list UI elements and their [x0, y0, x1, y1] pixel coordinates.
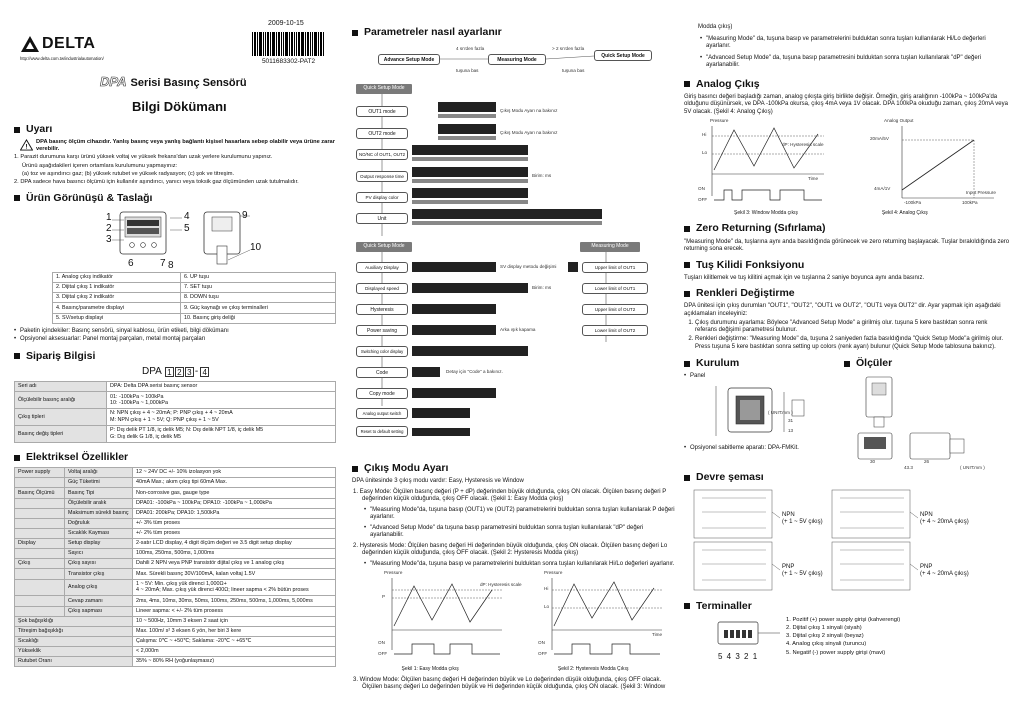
- dim-30: 30: [870, 459, 876, 465]
- quick-item-out1-mode: OUT1 mode: [356, 106, 408, 117]
- adv-item-analog-switch: Analog output switch: [356, 408, 408, 419]
- optional-accessories: • Opsiyonel aksesuarlar: Panel montaj parçaları, metal montaj parçaları: [14, 336, 336, 344]
- window-mode-text: 3. Window Mode: Ölçülen basınç değeri Hi değerinden büyük ve Lo değerinden düşük olduğunda, çıkış OFF olacak. Ölçülen basınç değeri Lo değerinden büyük ve Hi değerinden küçük olduğunda, çıkış ON olacak. (Şekil 3: Window: [353, 676, 666, 690]
- callout-6: 6: [128, 258, 134, 269]
- order-value: N: NPN çıkış + 4 ~ 20mA; P: PNP çıkış + 4 ~ 20mA M: NPN çıkış + 1 ~ 5V; Q: PNP çıkış + 1 ~ 5V: [107, 409, 336, 426]
- dimensions-outline-drawing: [844, 373, 1004, 465]
- analog-text: Giriş basıncı değeri başladığı zaman, analog çıkışta giriş birlikte değişir. Örneğin, giriş aralığının -100kPa ~ 100kPa'da olduğunu düşünürsek, ve DPA -100kPa okursa, çıkış 4mA veya 1V olacak. DPA 100kPa okuduğu zaman, çıkış 20mA veya 5V olacak. (Şekil 4: Analog Çıkış): [684, 93, 1008, 115]
- electrical-row: [15, 596, 336, 606]
- package-contents: • Paketin içindekiler: Basınç sensörü, sinyal kablosu, ürün etiketi, bilgi dökümanı: [14, 328, 336, 336]
- chart2-hi-label: Hi: [544, 586, 549, 592]
- terminal-pin-numbers: 5 4 3 2 1: [718, 651, 759, 661]
- dimensions-drawing: [844, 373, 1004, 471]
- fig3-lo-label: Lo: [702, 150, 708, 156]
- fig4-title: Analog Output: [884, 118, 914, 124]
- quick-item-pv-color: PV display color: [356, 192, 408, 203]
- mount-dim-row: [684, 353, 1010, 471]
- electrical-row: [15, 518, 336, 528]
- order-value: 01: -100kPa ~ 100kPa 10: -100kPa ~ 1,000kPa: [107, 392, 336, 409]
- electrical-item: Maksimum sürekli basınç: [65, 508, 133, 518]
- parts-cell: 5. SV/setup displayi: [53, 313, 181, 323]
- electrical-row: [15, 478, 336, 488]
- electrical-value: DPA01: -100kPa ~ 100kPa; DPA10: -100kPa ~ 1,000kPa: [133, 498, 336, 508]
- electrical-value: Non-corrosive gas, gauge type: [133, 488, 336, 498]
- parts-row: [53, 283, 336, 293]
- fig3-time-label: Time: [808, 176, 819, 182]
- window-bullet-1: • "Measuring Mode" da, tuşuna basıp ve parametrelerini bulduktan sonra tuşları kullanılarak Hi/Lo değerleri ayarlanır.: [700, 36, 1010, 51]
- wiring-label-1: NPN (+ 1 ~ 5V çıkış): [782, 511, 823, 525]
- electrical-value: +/- 3% tüm proses: [133, 518, 336, 528]
- column-right: [684, 0, 1010, 724]
- callout-5: 5: [184, 223, 190, 234]
- callout-3: 3: [106, 234, 112, 245]
- window-analog-charts: [684, 118, 1010, 208]
- series-title-row: [100, 74, 336, 91]
- hysteresis-mode-text: 2. Hysteresis Mode: Ölçülen basınç değeri Hi değerinden büyük olduğunda, çıkış ON olacak. Ölçülen basınç değeri Lo değerinden küçük olduğunda, çıkış OFF olacak. (Şekil 2: Hysteresis Modda çıkış): [353, 542, 668, 557]
- parts-cell: 9. Güç kaynağı ve çıkış terminalleri: [180, 303, 335, 313]
- electrical-value: 40mA Max.; akım çıkış tipi 60mA Max.: [133, 478, 336, 488]
- key-lock-text: Tuşları kilitlemek ve tuş kilitini açmak için ve tuşlarına 2 saniye boyunca aynı anda basınız.: [684, 274, 925, 281]
- electrical-row: [15, 606, 336, 616]
- barcode: [252, 32, 325, 66]
- adv-item-aux-display: Auxiliary Display: [356, 262, 408, 273]
- svg-text:!: !: [25, 143, 28, 151]
- electrical-value: 12 ~ 24V DC +/- 10% izolasyon yok: [133, 468, 336, 478]
- wiring-label-4: PNP (+ 4 ~ 20mA çıkış): [920, 563, 969, 577]
- order-key: Ölçülebilir basınç aralığı: [15, 392, 107, 409]
- electrical-item: Analog çıkış: [65, 579, 133, 596]
- electrical-group: Display: [15, 539, 65, 549]
- electrical-row: [15, 549, 336, 559]
- mount-dim-31: 31: [788, 417, 794, 423]
- adv-item-displayed-speed: Displayed speed: [356, 283, 408, 294]
- terminal-3: 3. Dijital çıkış 2 sinyali (beyaz): [786, 633, 864, 640]
- electrical-group: [15, 549, 65, 559]
- easy-mode-bullet-2: • "Advanced Setup Mode" da tuşuna basıp parametresini bulduktan sonra tuşları kullanılarak "dP" değeri ayarlanabilir.: [364, 525, 678, 540]
- electrical-group: [15, 596, 65, 606]
- parts-cell: 3. Dijital çıkış 2 indikatör: [53, 293, 181, 303]
- quick-item-response: Output response time: [356, 171, 408, 182]
- easy-mode-bullet-1: • "Measuring Mode"da, tuşuna basıp (OUT1) ve (OUT2) parametrelerini bulduktan sonra tuşları kullanılarak P değeri ayarlanır.: [364, 507, 678, 522]
- callout-9: 9: [242, 210, 248, 221]
- adv-item-code: Code: [356, 367, 408, 378]
- flow-quick-setup: Quick Setup Mode: [594, 50, 652, 61]
- flow-measuring: Measuring Mode: [488, 54, 546, 65]
- meas-item-lower-out1: Lower limit of OUT1: [582, 283, 648, 294]
- mounting-note: • Opsiyonel sabitleme aparatı: DPA-FMKit.: [684, 445, 844, 453]
- electrical-value: DPA01: 200kPa; DPA10: 1,500kPa: [133, 508, 336, 518]
- electrical-row: [15, 539, 336, 549]
- series-title: Serisi Basınç Sensörü: [130, 77, 247, 89]
- electrical-item: Güç Tüketimi: [65, 478, 133, 488]
- window-bullet-2: • "Advanced Setup Mode" da, tuşuna basıp parametresini bulduktan sonra tuşları kullanılarak "dP" değeri ayarlanabilir.: [700, 55, 1010, 70]
- colors-step-2: 2. Renkleri değiştirme: "Measuring Mode" da, tuşuna 2 saniyeden fazla basıldığında "Quick Setup Mode"a girilmiş olur. Press tuşuna 5 kere bastıktan sonra setting up colors (renk ayarı) bulunur (Quick Setup Mode tablosuna bakınız).: [695, 336, 1010, 351]
- parts-cell: 1. Analog çıkış indikatör: [53, 273, 181, 283]
- header: [14, 0, 336, 74]
- parts-cell: 6. UP tuşu: [180, 273, 335, 283]
- chart1-off-label: OFF: [378, 651, 388, 657]
- date: 2009-10-15: [268, 20, 304, 27]
- order-box-4: 4: [200, 367, 209, 377]
- series-logo: DPA: [100, 74, 127, 89]
- analog-charts: [684, 118, 1010, 208]
- electrical-value: 1 ~ 5V: Min. çıkış yük direnci 1,000Ω+ 4 ~ 20mA; Max. çıkış yük direnci 400Ω; lineer sapma < 2% bütün proses: [133, 579, 336, 596]
- adv-note-speed: Birim: ms: [532, 285, 552, 291]
- product-parts-table: [52, 272, 336, 324]
- order-value: DPA: Delta DPA serisi basınç sensor: [107, 382, 336, 392]
- mount-unit-label: ( UNIT:mm ): [768, 409, 793, 415]
- electrical-heading: Elektriksel Özellikler: [14, 451, 336, 464]
- order-box-3: 3: [185, 367, 194, 377]
- params-heading: Parametreler nasıl ayarlanır: [352, 26, 678, 39]
- adv-item-hysteresis: Hysteresis: [356, 304, 408, 315]
- panel-mount-drawing: [684, 382, 834, 444]
- fig3-hi-label: Hi: [702, 132, 707, 138]
- electrical-group: [15, 579, 65, 596]
- electrical-item: Transistor çıkış: [65, 569, 133, 579]
- terminal-list: [786, 616, 900, 662]
- flow-advanced-setup: Advance Setup Mode: [378, 54, 440, 65]
- brand-name: DELTA: [42, 35, 96, 52]
- meas-item-upper-out2: Upper limit of OUT2: [582, 304, 648, 315]
- mounting-panel: • Panel: [684, 373, 844, 381]
- electrical-value: Max. Sürekli basınç 30V/100mA, kalan voltaj 1.5V: [133, 569, 336, 579]
- wiring-heading: Devre şeması: [684, 471, 1010, 484]
- quick-note-response: Birim: ms: [532, 173, 552, 179]
- electrical-row: [15, 468, 336, 478]
- fig4-max-label: 20mA/5V: [870, 136, 889, 142]
- adv-note-power: Arka ışık kapama: [500, 327, 536, 333]
- parts-row: [53, 313, 336, 323]
- electrical-value: Max. 100m/ s² 3 eksen 6 yön, her biri 3 kere: [133, 626, 336, 636]
- output-mode-heading: Çıkış Modu Ayarı: [352, 462, 678, 475]
- product-heading: Ürün Görünüşü & Taslağı: [14, 192, 336, 205]
- order-key: Çıkış tipleri: [15, 409, 107, 426]
- electrical-item: Ölçülebilir aralık: [65, 498, 133, 508]
- chart2-time-label: Time: [652, 632, 663, 638]
- parts-cell: 2. Dijital çıkış 1 indikatör: [53, 283, 181, 293]
- electrical-group: Rutubet Oranı: [15, 657, 133, 667]
- order-heading: Sipariş Bilgisi: [14, 350, 336, 363]
- warning-item-3: (a) toz ve aşındırıcı gaz; (b) yüksek rutubet ve yüksek radyasyon; (c) şok ve titreşim.: [22, 170, 235, 177]
- warning-block: [14, 139, 336, 186]
- dim-unit-label: ( UNIT:mm ): [960, 465, 985, 471]
- electrical-group: Şok bağışıklığı: [15, 616, 133, 626]
- colors-step-1: 1. Çıkış durumunu ayarlama: Böylece "Advanced Setup Mode" a girilmiş olur. tuşuna 5 kere bastıktan sonra renk referans değişimi parametresi bulunur.: [695, 320, 1010, 335]
- dim-26: 26: [924, 459, 930, 465]
- callout-10: 10: [250, 242, 262, 253]
- electrical-value: Lineer sapma: < +/- 2% tüm prosess: [133, 606, 336, 616]
- order-box-2: 2: [175, 367, 184, 377]
- terminal-1: 1. Pozitif (+) power supply girişi (kahverengi): [786, 616, 901, 623]
- output-mode-charts: [352, 570, 678, 666]
- wiring-label-3: PNP (+ 1 ~ 5V çıkış): [782, 563, 823, 577]
- params-diagram: [352, 42, 678, 436]
- chart1-p-label: P: [382, 594, 386, 600]
- electrical-row: [15, 579, 336, 596]
- colors-heading: Renkleri Değiştirme: [684, 287, 1010, 300]
- wiring-label-2: NPN (+ 4 ~ 20mA çıkış): [920, 511, 969, 525]
- order-code: DPA 1 2 3 - 4: [142, 366, 336, 379]
- fig4-xmin-label: -100kPa: [904, 200, 922, 206]
- key-lock-heading: Tuş Kilidi Fonksiyonu: [684, 259, 1010, 272]
- flow-note-3: tuşuna bas: [456, 68, 479, 74]
- doc-title: Bilgi Dökümanı: [132, 98, 227, 114]
- order-code-prefix: DPA: [142, 365, 162, 377]
- callout-1: 1: [106, 212, 112, 223]
- electrical-group: [15, 569, 65, 579]
- electrical-value: Çalışma: 0℃ ~ +50℃; Saklama: -20℃ ~ +65℃: [133, 636, 336, 646]
- dim-43: 43.3: [904, 465, 913, 471]
- electrical-item: Doğruluk: [65, 518, 133, 528]
- parts-cell: 4. Basınç/parametre displayi: [53, 303, 181, 313]
- column-middle: [352, 0, 678, 724]
- electrical-item: Basınç Tipi: [65, 488, 133, 498]
- electrical-group: Sıcaklığı: [15, 636, 133, 646]
- warning-item-2: Ürünü aşağıdakileri içeren ortamlara kurulumunu yapmayınız:: [22, 162, 178, 169]
- terminal-4: 4. Analog çıkış sinyali (turuncu): [786, 641, 867, 648]
- callout-2: 2: [106, 223, 112, 234]
- meas-item-upper-out1: Upper limit of OUT1: [582, 262, 648, 273]
- electrical-row: [15, 636, 336, 646]
- electrical-row: [15, 508, 336, 518]
- quick-item-out2-mode: OUT2 mode: [356, 128, 408, 139]
- figure-2-caption: Şekil 2: Hysteresis Modda Çıkış: [557, 666, 629, 673]
- parts-cell: 7. SET tuşu: [180, 283, 335, 293]
- electrical-row: [15, 616, 336, 626]
- callout-7: 7: [160, 258, 166, 269]
- output-mode-intro: DPA ünitesinde 3 çıkış modu vardır: Easy, Hysteresis ve Window: [352, 478, 524, 485]
- mounting-heading: Kurulum: [684, 357, 844, 370]
- electrical-group: Titreşim bağışıklığı: [15, 626, 133, 636]
- adv-item-switch-color: Switching color display: [356, 346, 408, 357]
- warning-item-1: 1. Parazit durumuna karşı ürünü yüksek voltaj ve yüksek frekans'dan uzak yerlere kurulumunu yapınız.: [14, 154, 273, 161]
- electrical-value: +/- 2% tüm proses: [133, 528, 336, 538]
- electrical-row: [15, 626, 336, 636]
- terminal-5: 5. Negatif (-) power supply girişi (mavi): [786, 649, 886, 656]
- order-key: Basınç değiş tipleri: [15, 426, 107, 443]
- quick-note-out2: Çıkış Modu Ayarı na bakınız: [500, 130, 558, 136]
- warning-heading: Uyarı: [14, 123, 336, 136]
- order-row: [15, 426, 336, 443]
- window-mode-cont: Modda çıkış): [698, 24, 733, 30]
- delta-logo: [20, 34, 95, 54]
- terminals-block: [684, 616, 1010, 662]
- advanced-setup-header: Quick Setup Mode: [356, 242, 412, 252]
- electrical-group: Power supply: [15, 468, 65, 478]
- order-row: [15, 382, 336, 392]
- wiring-diagrams: [684, 488, 1010, 592]
- electrical-row: [15, 528, 336, 538]
- zero-heading: Zero Returning (Sıfırlama): [684, 222, 1010, 235]
- electrical-row: [15, 569, 336, 579]
- electrical-value: 100ms, 250ms, 500ms, 1,000ms: [133, 549, 336, 559]
- fig4-xaxis-label: Input Pressure: [966, 190, 996, 196]
- delta-triangle-icon: [20, 35, 40, 53]
- quick-setup-header: Quick Setup Mode: [356, 84, 412, 94]
- order-row: [15, 409, 336, 426]
- fig3-pressure-label: Pressure: [710, 118, 729, 124]
- warning-item-4: 2. DPA sadece hava basıncı ölçümü için kullanılır aşındırıcı, yanıcı veya toksik gaz ölçümünden uzak tutulmalıdır.: [14, 178, 299, 185]
- electrical-item: Çıkış sapması: [65, 606, 133, 616]
- warning-triangle-icon: [20, 139, 33, 151]
- fig3-on-label: ON: [698, 186, 705, 192]
- hysteresis-bullet-1: • "Measuring Mode"da, tuşuna basıp ve parametrelerini bulduktan sonra tuşları kullanılarak Hi/Lo değerleri ayarlanır.: [364, 561, 678, 569]
- parts-row: [53, 303, 336, 313]
- order-box-1: 1: [165, 367, 174, 377]
- electrical-value: 35% ~ 80% RH (yoğunlaşmasız): [133, 657, 336, 667]
- adv-item-power-saving: Power saving: [356, 325, 408, 336]
- product-drawing: [14, 208, 336, 270]
- chart2-on-label: ON: [538, 640, 545, 646]
- electrical-value: 2-satır LCD display, 4 digit ölçüm değeri ve 3.5 digit setup display: [133, 539, 336, 549]
- adv-item-copy-mode: Copy mode: [356, 388, 408, 399]
- product-notes: [14, 328, 336, 344]
- parts-row: [53, 293, 336, 303]
- electrical-item: Setup display: [65, 539, 133, 549]
- zero-text: "Measuring Mode" da, tuşlarına aynı anda basıldığında görünecek ve zero returning başlayacak. Tuşlar bırakıldığında zero returning sona erecek.: [684, 238, 1010, 252]
- flow-note-4: tuşuna bas: [562, 68, 585, 74]
- flow-note-1: 4 sn'den fazla: [456, 46, 485, 52]
- electrical-group: Çıkış: [15, 559, 65, 569]
- website: http://www.delta.com.tw/industrialautomation/: [20, 56, 104, 61]
- colors-text: DPA ünitesi için çıkış durumları "OUT1", "OUT2", "OUT1 ve OUT2", "OUT1 veya OUT2" dir. Ayar yapmak için aşağıdaki açıklamaları inceleyiniz:: [684, 303, 1001, 317]
- adv-item-reset-default: Reset to default setting: [356, 426, 408, 437]
- electrical-group: [15, 606, 65, 616]
- colors-steps: [684, 320, 1010, 352]
- easy-mode-text: 1. Easy Mode: Ölçülen basınç değeri (P + dP) değerinden büyük olduğunda, çıkış ON olacak. Ölçülen basınç değeri P değerinden küçük olduğunda, çıkış OFF olacak. (Şekil 1: Easy Modda çıkış): [353, 488, 667, 503]
- electrical-row: [15, 647, 336, 657]
- figure-3-caption: Şekil 3: Window Modda çıkış: [734, 210, 798, 217]
- order-table: [14, 381, 336, 443]
- analog-heading: Analog Çıkış: [684, 78, 1010, 91]
- barcode-number: 5011683302-PAT2: [261, 58, 316, 65]
- electrical-item: Sıcaklık Kayması: [65, 528, 133, 538]
- electrical-group: Yükseklik: [15, 647, 133, 657]
- order-key: Seri adı: [15, 382, 107, 392]
- fig4-xmax-label: 100kPa: [962, 200, 978, 206]
- fig3-off-label: OFF: [698, 197, 708, 203]
- quick-note-out1: Çıkış Modu Ayarı na bakınız: [500, 108, 558, 114]
- meas-item-lower-out2: Lower limit of OUT2: [582, 325, 648, 336]
- callout-8: 8: [168, 260, 174, 271]
- product-outline-drawing: [14, 208, 336, 270]
- electrical-value: 10 ~ 500Hz, 10mm 3 eksen 2 saat için: [133, 616, 336, 626]
- parts-cell: 8. DOWN tuşu: [180, 293, 335, 303]
- chart1-on-label: ON: [378, 640, 385, 646]
- chart1-pressure-label: Pressure: [384, 570, 403, 576]
- chart1-dp-label: dP: Hysteresis scale: [480, 582, 522, 588]
- electrical-row: [15, 559, 336, 569]
- mounting-drawing: [684, 382, 844, 444]
- electrical-group: [15, 528, 65, 538]
- electrical-item: Voltaj aralığı: [65, 468, 133, 478]
- electrical-row: [15, 498, 336, 508]
- electrical-value: < 2,000m: [133, 647, 336, 657]
- electrical-row: [15, 657, 336, 667]
- electrical-group: [15, 508, 65, 518]
- electrical-group: [15, 518, 65, 528]
- order-row: [15, 392, 336, 409]
- chart2-pressure-label: Pressure: [544, 570, 563, 576]
- terminal-connector-icon: [714, 618, 784, 652]
- electrical-group: [15, 478, 65, 488]
- fig4-min-label: 4mA/1V: [874, 186, 891, 192]
- warning-bold: ! DPA basınç ölçüm cihazıdır. Yanlış basınç veya yanlış bağlantı kişisel hasarlara sebep olabilir veya ürüne zarar verebilir.: [14, 139, 336, 153]
- quick-item-unit: Unit: [356, 213, 408, 224]
- parts-row: [53, 273, 336, 283]
- electrical-value: Dahili 2 NPN veya PNP transistör dijital çıkış ve 1 analog çıkış: [133, 559, 336, 569]
- fig3-dp-label: dP: Hysteresis scale: [782, 142, 824, 148]
- quick-item-nonc: NO/NC of OUT1, OUT2: [356, 149, 408, 160]
- parts-cell: 10. Basınç giriş deliği: [180, 313, 335, 323]
- terminal-2: 2. Dijital çıkış 1 sinyali (siyah): [786, 624, 862, 631]
- chart2-lo-label: Lo: [544, 604, 550, 610]
- electrical-table: [14, 467, 336, 667]
- electrical-row: [15, 488, 336, 498]
- electrical-value: 2ms, 4ms, 10ms, 30ms, 50ms, 100ms, 250ms, 500ms, 1,000ms, 5,000ms: [133, 596, 336, 606]
- electrical-item: Çıkış sayısı: [65, 559, 133, 569]
- electrical-item: Sayıcı: [65, 549, 133, 559]
- callout-4: 4: [184, 211, 190, 222]
- figure-4-caption: Şekil 4: Analog Çıkış: [881, 210, 928, 217]
- chart2-off-label: OFF: [538, 651, 548, 657]
- electrical-item: Cevap zamanı: [65, 596, 133, 606]
- column-left: [14, 0, 336, 724]
- order-value: P: Dış delik PT 1/8, iç delik M5; N: Dış delik NPT 1/8, iç delik M5 G: Dış delik G 1/8, iç delik M5: [107, 426, 336, 443]
- dimensions-heading: Ölçüler: [844, 357, 1004, 370]
- adv-note-aux: SV display metodu değişimi: [500, 264, 557, 270]
- terminals-heading: Terminaller: [684, 600, 1010, 613]
- electrical-group: Basınç Ölçümü: [15, 488, 65, 498]
- adv-note-code: Detay için "Code" a bakınız.: [446, 369, 503, 375]
- mount-dim-13: 13: [788, 427, 794, 433]
- measuring-header: Measuring Mode: [580, 242, 640, 252]
- electrical-group: [15, 498, 65, 508]
- flow-note-2: > 2 sn'den fazla: [552, 46, 585, 52]
- figure-1-caption: Şekil 1: Easy Modda çıkış: [401, 666, 459, 673]
